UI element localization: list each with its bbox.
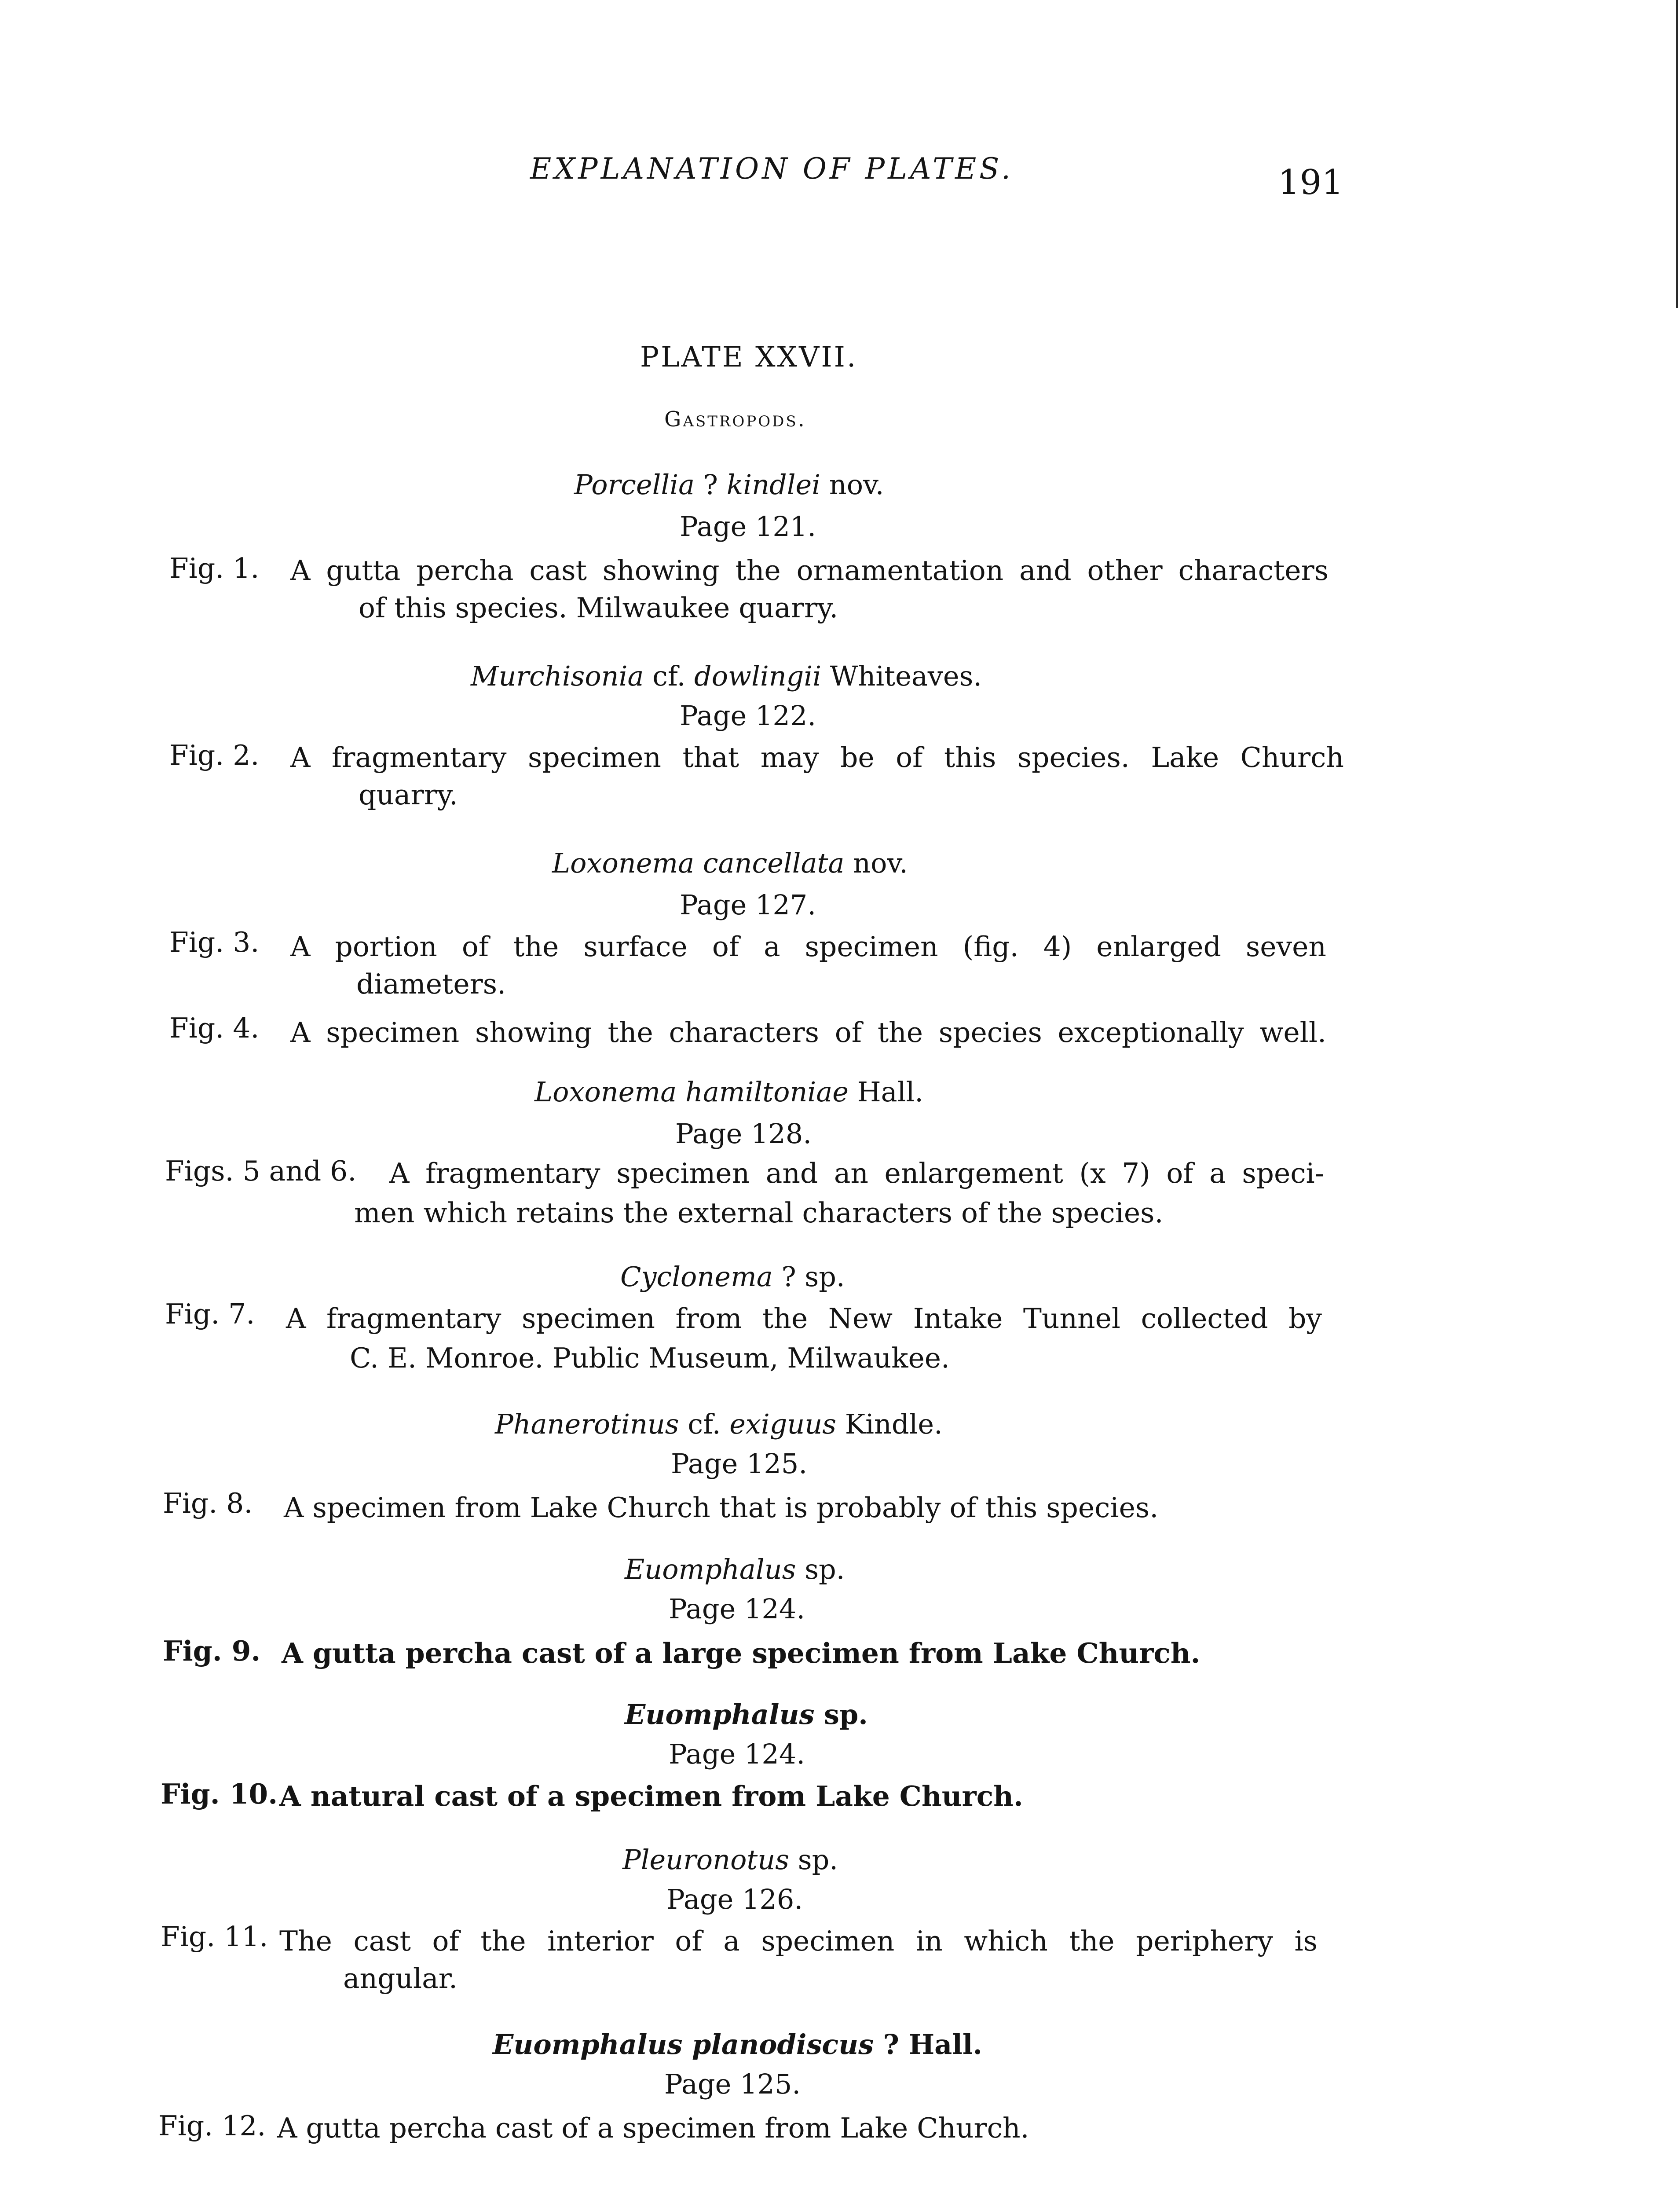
figure-label: Fig. 1.: [169, 552, 260, 584]
section-heading: Gastropods.: [664, 407, 806, 432]
figure-caption-line: men which retains the external characters of the species.: [354, 1197, 1164, 1229]
figure-caption-line: A fragmentary specimen from the New Intake Tunnel collected by: [286, 1302, 1322, 1335]
species-name: Cyclonema ? sp.: [620, 1261, 845, 1293]
figure-caption-line: diameters.: [356, 968, 506, 1000]
figure-caption-line: A specimen from Lake Church that is probably of this species.: [284, 1492, 1159, 1524]
figure-caption-line: A natural cast of a specimen from Lake Church.: [279, 1780, 1023, 1812]
figure-label: Fig. 2.: [169, 739, 260, 771]
figure-caption-line: The cast of the interior of a specimen in which the periphery is: [279, 1925, 1318, 1957]
species-name: Murchisonia cf. dowlingii Whiteaves.: [471, 660, 982, 692]
page-reference: Page 122.: [680, 700, 816, 732]
figure-caption-line: C. E. Monroe. Public Museum, Milwaukee.: [350, 1342, 950, 1374]
figure-caption-line: A fragmentary specimen that may be of this species. Lake Church: [290, 741, 1344, 774]
page-reference: Page 124.: [669, 1593, 805, 1625]
page-reference: Page 127.: [680, 889, 816, 921]
species-name: Phanerotinus cf. exiguus Kindle.: [495, 1408, 943, 1440]
figure-caption-line: angular.: [343, 1962, 458, 1995]
running-head: EXPLANATION OF PLATES.: [530, 152, 1014, 186]
page-number: 191: [1278, 163, 1343, 202]
scan-edge-line: [1676, 0, 1678, 308]
figure-caption-line: A specimen showing the characters of the species exceptionally well.: [290, 1016, 1326, 1049]
figure-label: Fig. 10.: [161, 1778, 278, 1810]
figure-caption-line: A gutta percha cast showing the ornamentation and other characters: [290, 554, 1329, 587]
figure-label: Fig. 4.: [169, 1012, 260, 1044]
figure-caption-line: of this species. Milwaukee quarry.: [359, 592, 838, 624]
species-name: Porcellia ? kindlei nov.: [574, 469, 884, 501]
page-reference: Page 125.: [671, 1448, 808, 1480]
figure-caption-line: A portion of the surface of a specimen (fig. 4) enlarged seven: [290, 931, 1326, 963]
species-name: Euomphalus sp.: [625, 1698, 868, 1731]
page-reference: Page 126.: [666, 1883, 803, 1915]
figure-caption-line: A gutta percha cast of a large specimen from Lake Church.: [282, 1637, 1201, 1669]
species-name: Loxonema cancellata nov.: [552, 847, 908, 879]
figure-caption-line: A fragmentary specimen and an enlargement (x 7) of a speci-: [389, 1157, 1324, 1189]
page-reference: Page 121.: [680, 510, 816, 543]
plate-title: PLATE XXVII.: [640, 341, 858, 374]
figure-label: Fig. 7.: [165, 1298, 255, 1330]
page-reference: Page 128.: [675, 1118, 812, 1150]
figure-caption-line: quarry.: [359, 779, 458, 811]
figure-label: Fig. 11.: [161, 1921, 268, 1953]
figure-label: Fig. 8.: [163, 1487, 253, 1519]
species-name: Pleuronotus sp.: [622, 1844, 838, 1876]
figure-label: Fig. 9.: [163, 1635, 261, 1667]
page-reference: Page 124.: [669, 1738, 805, 1770]
figure-caption-line: A gutta percha cast of a specimen from Lake Church.: [277, 2112, 1029, 2144]
figure-label: Fig. 3.: [169, 926, 260, 958]
species-name: Euomphalus planodiscus ? Hall.: [493, 2028, 983, 2061]
species-name: Loxonema hamiltoniae Hall.: [534, 1076, 924, 1108]
figure-label: Fig. 12.: [158, 2110, 266, 2142]
figure-label: Figs. 5 and 6.: [165, 1155, 357, 1187]
page-reference: Page 125.: [664, 2068, 801, 2100]
species-name: Euomphalus sp.: [625, 1553, 845, 1585]
